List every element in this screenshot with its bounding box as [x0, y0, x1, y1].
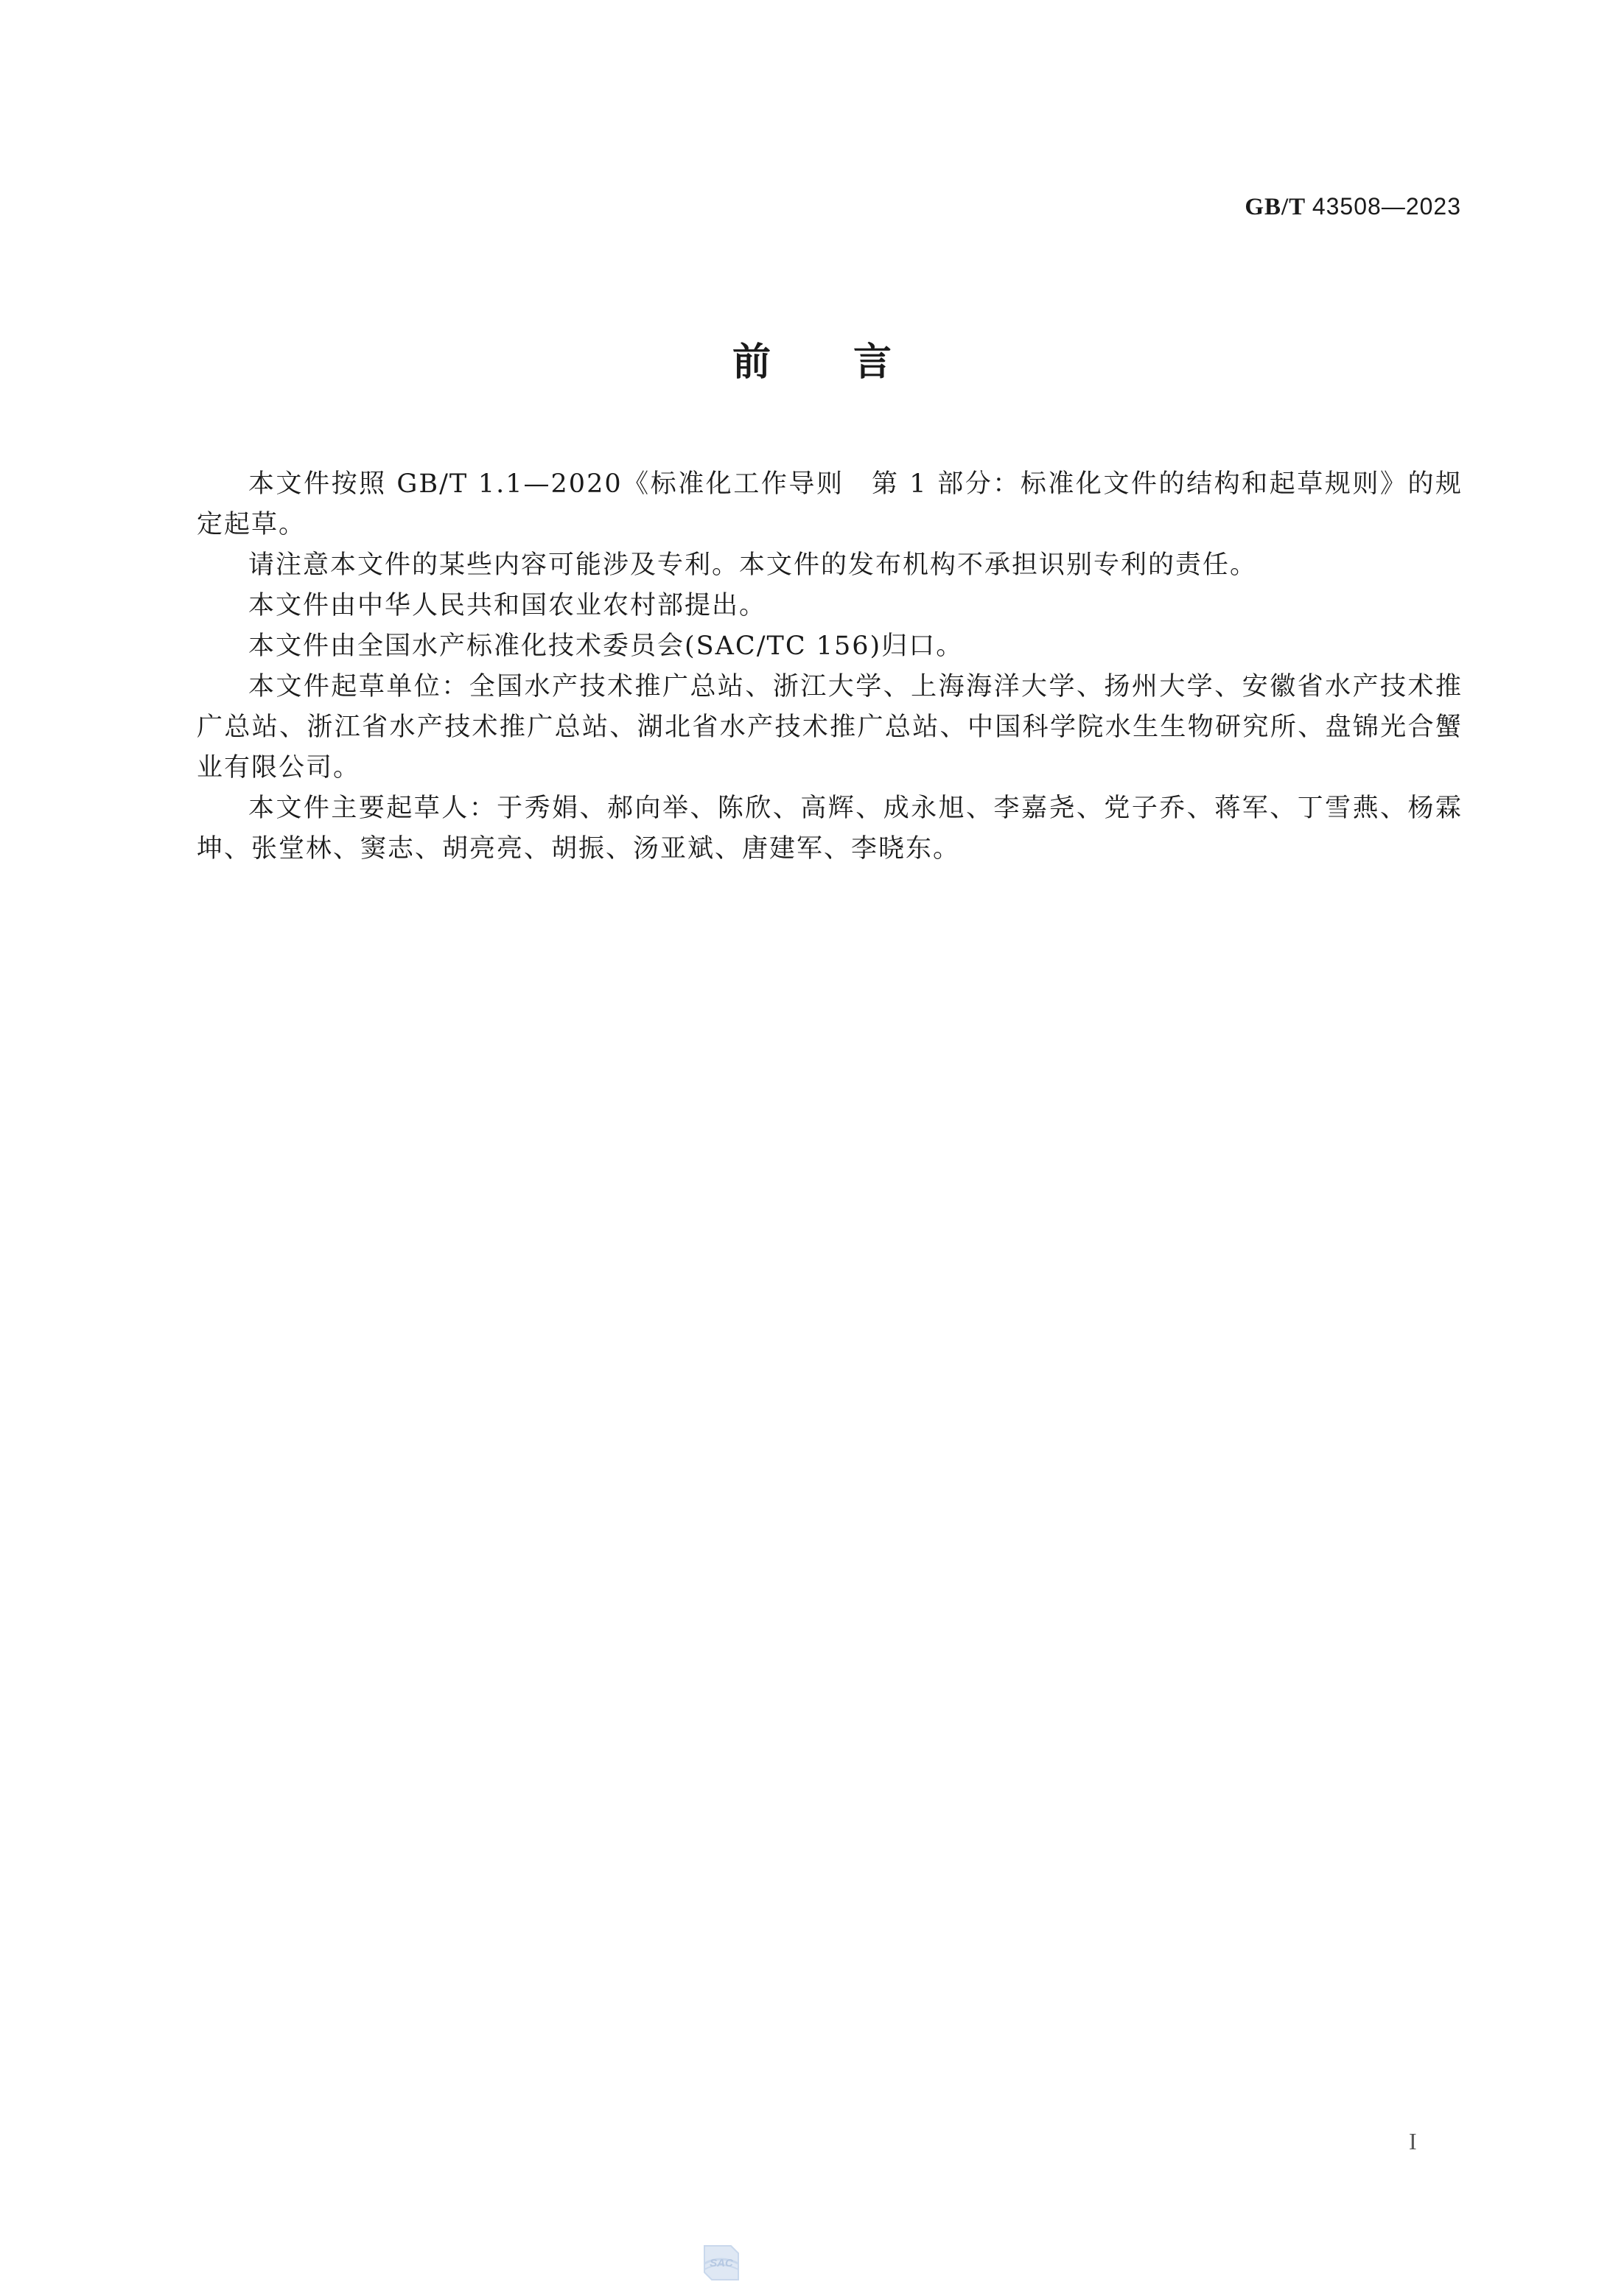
- standard-prefix: GB/T: [1245, 194, 1306, 220]
- paragraph-committee: 本文件由全国水产标准化技术委员会(SAC/TC 156)归口。: [248, 631, 964, 661]
- page-title: 前言: [732, 340, 974, 385]
- paragraph-drafting-units: 本文件起草单位：全国水产技术推广总站、浙江大学、上海海洋大学、扬州大学、安徽省水产技术推广总站、浙江省水产技术推广总站、湖北省水产技术推广总站、中国科学院水生生物研究所、盘锦光合蟹业有限公司。: [197, 672, 1463, 783]
- sac-logo-icon: [699, 2241, 743, 2284]
- standard-number: [1245, 193, 1461, 221]
- page-number: I: [1409, 2128, 1417, 2154]
- paragraph-proposer: 本文件由中华人民共和国农业农村部提出。: [248, 591, 767, 620]
- svg-text:SAC: SAC: [710, 2257, 733, 2269]
- paragraph-drafters: 本文件主要起草人：于秀娟、郝向举、陈欣、高辉、成永旭、李嘉尧、党子乔、蒋军、丁雪燕、杨霖坤、张堂林、窦志、胡亮亮、胡振、汤亚斌、唐建军、李晓东。: [197, 794, 1463, 864]
- paragraph-patent-notice: 请注意本文件的某些内容可能涉及专利。本文件的发布机构不承担识别专利的责任。: [248, 550, 1258, 580]
- standard-code: 43508—2023: [1312, 193, 1461, 220]
- paragraph-drafting-rules: 本文件按照 GB/T 1.1—2020《标准化工作导则 第 1 部分：标准化文件的结构和起草规则》的规定起草。: [197, 469, 1463, 539]
- foreword-body: [197, 464, 1463, 869]
